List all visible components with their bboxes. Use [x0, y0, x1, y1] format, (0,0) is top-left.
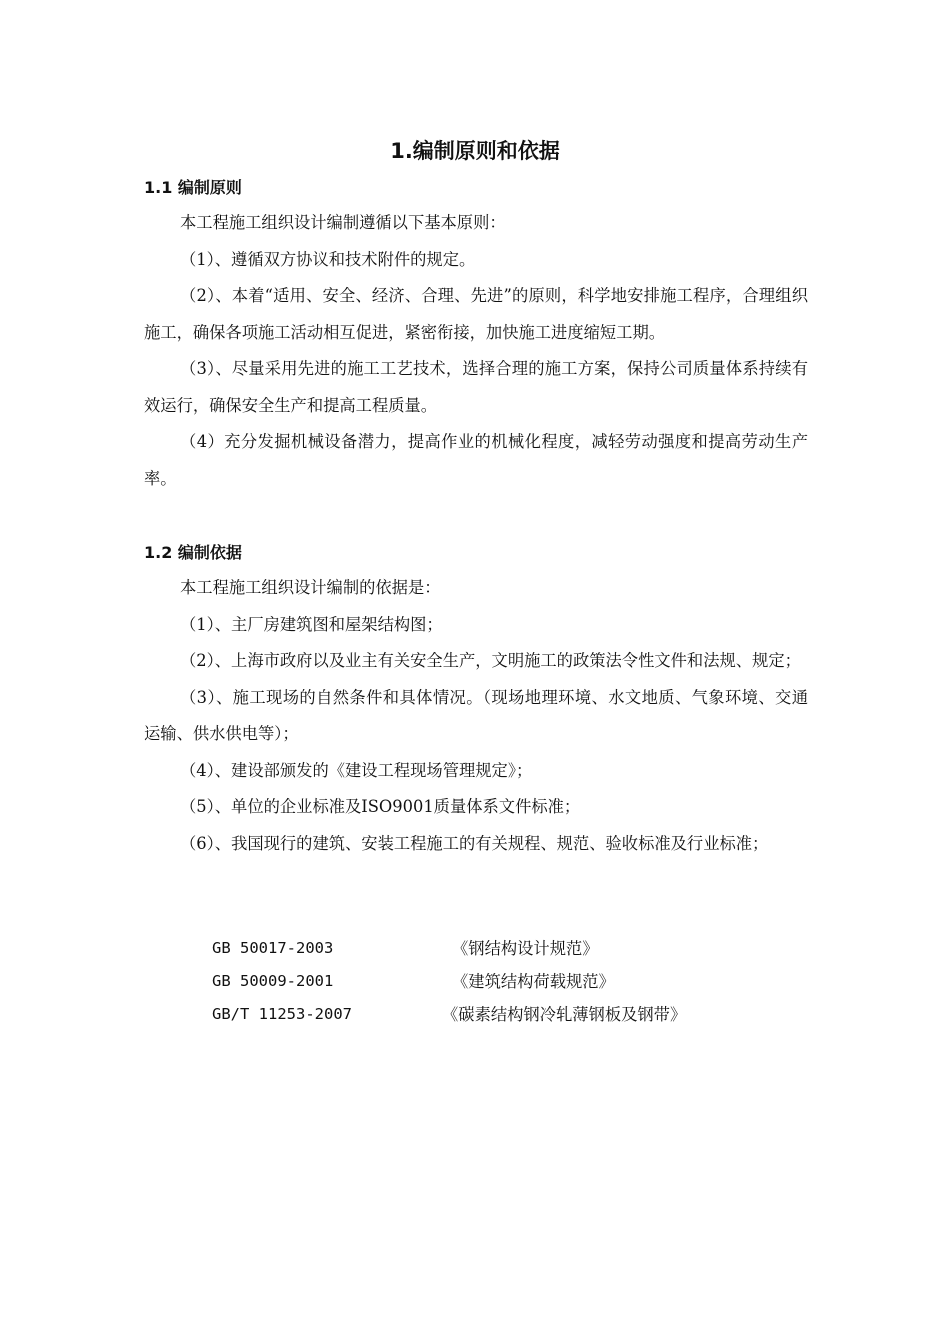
standard-name: 《建筑结构荷载规范》 [452, 972, 615, 991]
standard-name: 《钢结构设计规范》 [452, 939, 599, 958]
standard-row [212, 998, 686, 1031]
standard-row [212, 965, 686, 998]
paragraph: （3）、尽量采用先进的施工工艺技术，选择合理的施工方案，保持公司质量体系持续有效运行，确保安全生产和提高工程质量。 [144, 359, 808, 415]
standard-row [212, 932, 686, 965]
standard-code: GB/T 11253-2007 [212, 1005, 352, 1023]
paragraph: （6）、我国现行的建筑、安装工程施工的有关规程、规范、验收标准及行业标准； [180, 833, 769, 853]
paragraph: （2）、上海市政府以及业主有关安全生产，文明施工的政策法令性文件和法规、规定； [180, 651, 801, 670]
paragraph: （3）、施工现场的自然条件和具体情况。（现场地理环境、水文地质、气象环境、交通运输、供水供电等）； [144, 687, 808, 743]
paragraph: （4）充分发掘机械设备潜力，提高作业的机械化程度，减轻劳动强度和提高劳动生产率。 [144, 432, 808, 488]
standard-code: GB 50017-2003 [212, 939, 334, 957]
page-title: 1.编制原则和依据 [390, 139, 560, 163]
section-basis [144, 536, 808, 862]
paragraph: 本工程施工组织设计编制的依据是： [180, 578, 441, 597]
paragraph: （2）、本着“适用、安全、经济、合理、先进”的原则，科学地安排施工程序，合理组织施工，确保各项施工活动相互促进，紧密衔接，加快施工进度缩短工期。 [144, 286, 808, 342]
paragraph: 本工程施工组织设计编制遵循以下基本原则： [180, 213, 506, 232]
section-heading: 1.2 编制依据 [144, 543, 242, 562]
paragraph: （4）、建设部颁发的《建设工程现场管理规定》； [180, 760, 533, 780]
section-heading: 1.1 编制原则 [144, 178, 242, 197]
paragraph: （1）、遵循双方协议和技术附件的规定。 [180, 249, 476, 269]
standards-list [212, 932, 686, 1031]
standard-code: GB 50009-2001 [212, 972, 334, 990]
section-principles [144, 171, 808, 497]
standard-name: 《碳素结构钢冷轧薄钢板及钢带》 [442, 1005, 687, 1024]
paragraph: （5）、单位的企业标准及ISO9001质量体系文件标准； [180, 797, 581, 816]
paragraph: （1）、主厂房建筑图和屋架结构图； [180, 614, 443, 634]
